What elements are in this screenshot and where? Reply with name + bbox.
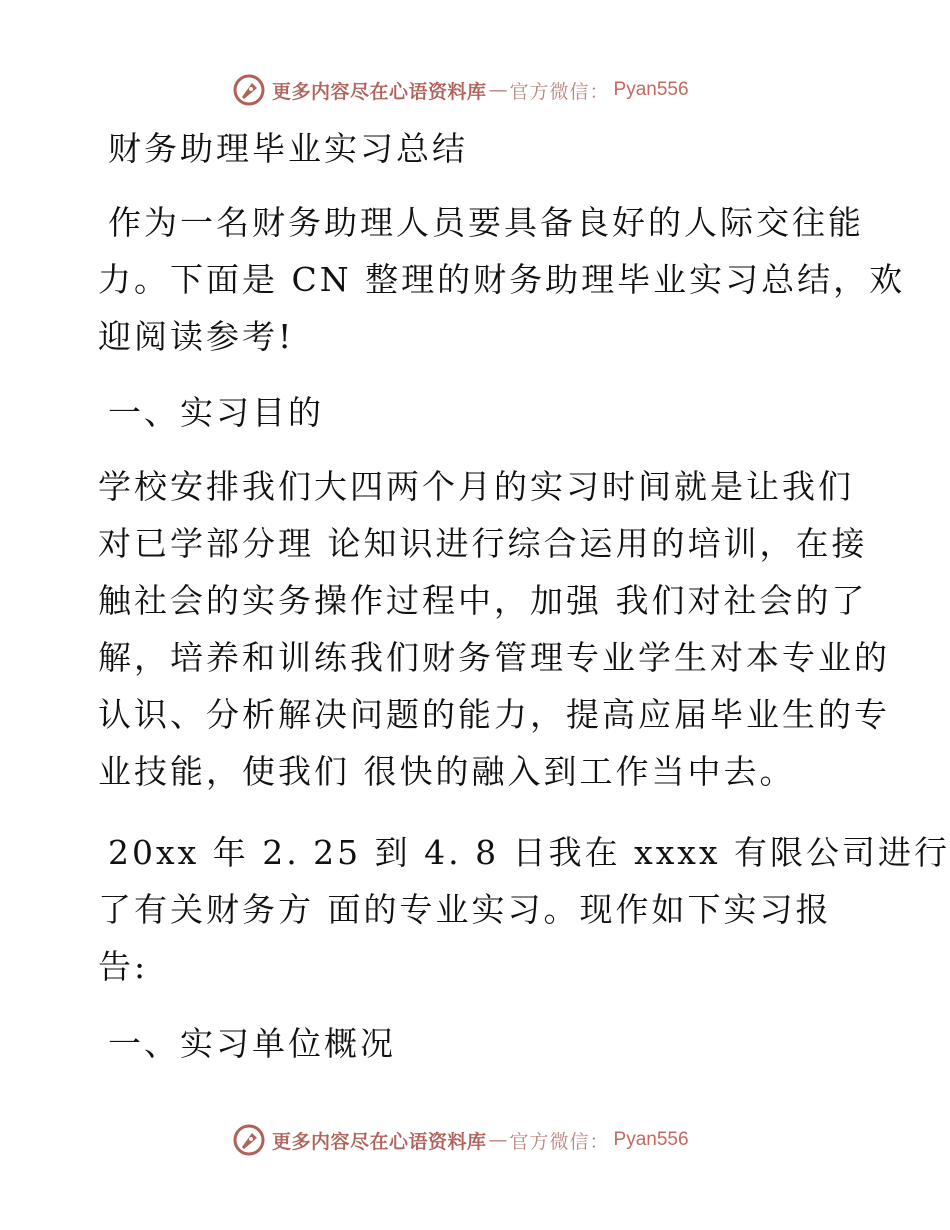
header-wechat-label: 官方微信： (509, 80, 610, 103)
footer-banner (232, 1120, 752, 1160)
intro-line: 作为一名财务助理人员要具备良好的人际交往能 (108, 203, 864, 242)
section-heading-purpose: 一、实习目的 (108, 393, 324, 432)
purpose-line: 认识、分析解决问题的能力，提高应届毕业生的专 (98, 695, 890, 734)
footer-wechat-id: Pyan556 (613, 1129, 689, 1150)
internship-dates-paragraph (98, 824, 950, 995)
pen-nib-logo-icon (232, 1123, 266, 1157)
purpose-paragraph (98, 458, 890, 800)
dates-line: 了有关财务方 面的专业实习。现作如下实习报 (98, 890, 832, 929)
intro-paragraph (98, 194, 906, 365)
dates-line: 告: (98, 947, 149, 986)
dates-line: 20xx 年 2. 25 到 4. 8 日我在 xxxx 有限公司进行 (108, 833, 950, 872)
document-title: 财务助理毕业实习总结 (108, 129, 468, 168)
footer-separator: — (488, 1129, 508, 1151)
purpose-line: 业技能，使我们 很快的融入到工作当中去。 (98, 752, 796, 791)
header-wechat-id: Pyan556 (613, 79, 689, 100)
footer-wechat-label: 官方微信： (509, 1130, 610, 1153)
purpose-line: 解，培养和训练我们财务管理专业学生对本专业的 (98, 638, 890, 677)
purpose-line: 触社会的实务操作过程中，加强 我们对社会的了 (98, 581, 868, 620)
footer-site-text: 更多内容尽在心语资料库 (272, 1130, 487, 1153)
intro-line: 迎阅读参考! (98, 317, 295, 356)
header-site-text: 更多内容尽在心语资料库 (272, 80, 487, 103)
header-banner (232, 70, 752, 110)
intro-line: 力。下面是 CN 整理的财务助理毕业实习总结，欢 (98, 260, 906, 299)
purpose-line: 学校安排我们大四两个月的实习时间就是让我们 (98, 467, 854, 506)
header-separator: — (488, 79, 508, 101)
section-heading-company-overview: 一、实习单位概况 (108, 1024, 396, 1063)
pen-nib-logo-icon (232, 73, 266, 107)
purpose-line: 对已学部分理 论知识进行综合运用的培训，在接 (98, 524, 868, 563)
